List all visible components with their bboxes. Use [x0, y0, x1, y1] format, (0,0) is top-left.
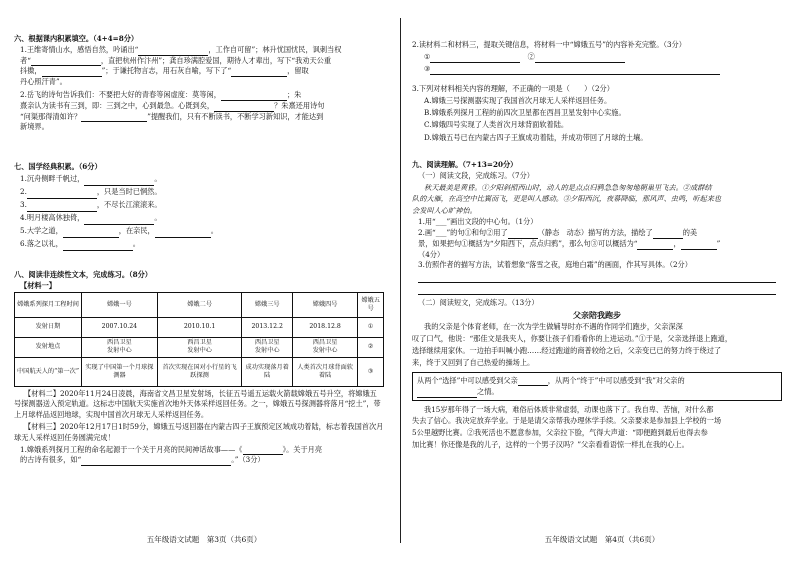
section-7 [14, 162, 384, 251]
table-header: 嫦娥一号 [82, 292, 158, 317]
blank[interactable] [81, 457, 231, 466]
blank[interactable] [84, 177, 154, 186]
passage-2-title: （二）阅读短文，完成练习。（13分） [418, 298, 539, 308]
section-8-heading: 八、阅读非连续性文本，完成练习。（8分） [14, 270, 152, 279]
material-2: 【材料二】2020年11月24日凌晨，海南省文昌卫星发射场，长征五号遥五运载火箭载嫦娥五号升空，将嫦娥五号探测器送入预定轨道。这标志中国航天实施首次地外天体采样返回任务。之一，嫦娥五号探测器将落月“挖土”，带上月球样品返回地球，实现中国首次月球无人采样返回任务。 [14, 388, 381, 420]
s8-q3: 3.下列对材料相关内容的理解，不正确的一项是（ ）（2分） A.嫦娥三号探测器实现了我国首次月球无人采样返回任务。 B.嫦娥系列探月工程的前四次卫星都在西昌卫星发射中心实施。 C.嫦娥四号实现了人类首次月球背面软着陆。 D.嫦娥五号已在内蒙古四子王旗成功着陆，并成功带回了月球的土壤。 [412, 84, 782, 144]
s7-item: 3. ，不尽长江滚滚来。 [20, 199, 384, 212]
blank[interactable] [214, 103, 274, 112]
blank[interactable] [417, 389, 477, 398]
s7-item: 1.沉舟侧畔千帆过， 。 [20, 173, 384, 186]
blank[interactable] [231, 68, 287, 77]
blank[interactable] [155, 229, 211, 238]
blank[interactable] [430, 54, 520, 63]
section-9-heading: 九、阅读理解。（7+13=20分） [412, 160, 518, 169]
blank[interactable] [31, 57, 101, 66]
s7-item: 4.明月楼高休独倚， 。 [20, 212, 384, 225]
s8-q1: 1.嫦娥系列探月工程的命名起源于一个关于月亮的民间神话故事——《 》。关于月亮 的古诗有很多，如“ 。”（3分） [20, 444, 323, 465]
option-b[interactable]: B.嫦娥系列探月工程的前四次卫星都在西昌卫星发射中心实施。 [424, 108, 626, 118]
s9-q3: 3.仿照作者的描写方法，试着想象“落雪之夜，庭地白霜”的画面，作其写具体。（2分） [418, 260, 692, 270]
section-6-heading: 六、根据课内积累填空。（4+4=8分） [14, 34, 139, 43]
section-7-heading: 七、国学经典积累。（6分） [14, 162, 102, 171]
blank[interactable] [42, 68, 102, 77]
section-8 [14, 270, 384, 466]
blank[interactable] [221, 92, 287, 101]
blank[interactable] [243, 446, 283, 455]
blank[interactable] [681, 241, 717, 250]
table-header: 嫦娥五号 [358, 292, 384, 317]
blank[interactable] [27, 203, 97, 212]
story-part-1: 我的父亲是个体育老师，在一次为学生做辅导时亦不遇的作同学们跑步，父亲深深 叹了口气，他说：“那佳文是我夹人，你要让孩子们看看你的上进运动。”①于是，父亲选择退上跑道， 选择继续用家休。一边拍手叫喊小跑……经过跑道的商普较给之后，父亲变已已的努力终于绕过了 来，终于又回到了自己热爱的操场上。 [412, 322, 733, 367]
option-c[interactable]: C.嫦娥四号实现了人类首次月球背面软着陆。 [424, 120, 569, 130]
blank[interactable] [27, 190, 97, 199]
material-3: 【材料三】2020年12月17日1时59分，嫦娥五号返回器在内蒙古四子王旗预定区域成功着陆，标志着我国首次月球无人采样返回任务圆满完成！ [14, 421, 384, 442]
table-header: 嫦娥系列探月工程时间 [15, 292, 82, 317]
blank[interactable] [84, 216, 154, 225]
blank[interactable] [81, 113, 147, 122]
table-row: 发射日期 2007.10.24 2010.10.1 2013.12.2 2018.12.8 ① [15, 317, 384, 337]
blank[interactable] [63, 229, 119, 238]
material-1-label: 【材料一】 [20, 280, 56, 290]
s7-item: 5.大学之道， ，在亲民， 。 [20, 225, 384, 238]
page-footer-4: 五年级语文试题 第4页（共6页） [544, 535, 660, 544]
table-header: 嫦娥四号 [293, 292, 358, 317]
blank[interactable] [138, 47, 208, 56]
blank[interactable] [508, 230, 538, 239]
blank[interactable] [518, 377, 548, 386]
page-3 [14, 0, 394, 561]
section-6 [14, 34, 384, 133]
table-header: 嫦娥二号 [157, 292, 242, 317]
answer-lines[interactable] [412, 271, 782, 295]
option-d[interactable]: D.嫦娥五号已在内蒙古四子王旗成功着陆，并成功带回了月球的土壤。 [424, 132, 648, 142]
question-box: 从两个“选择”中可以感受到父亲 ，从两个“终于”中可以感受到“我”对父亲的 之情。 [412, 372, 782, 401]
s9-q1: 1.用“___”画出文段的中心句。（1分） [418, 217, 538, 227]
s7-item: 2. ，只是当时已惘然。 [20, 186, 384, 199]
s7-item: 6.落之以礼， 。 [20, 238, 384, 251]
blank[interactable] [63, 242, 133, 251]
story-title: 父亲陪我跑步 [573, 310, 621, 320]
page-footer-3: 五年级语文试题 第3页（共6页） [146, 535, 262, 544]
chang-e-table [14, 292, 384, 387]
page-divider [400, 18, 401, 543]
section-9 [412, 160, 782, 451]
blank[interactable] [535, 54, 625, 63]
page-4 [412, 0, 792, 561]
s9-q2: 2.画“___”的句①和句②用了 （静态 动态）描写的方法，描绘了 的美 景，如果把句①概括为“夕阳西下，点点归鸦”，那么句③可以概括为“ ， ” （4分） [418, 228, 721, 259]
story-part-2: 我15岁那年得了一场大病，难俗后体质非常虚弱，动课也落下了。我自卑、苦恼，对什么都 失去了信心。我决定放弃学业。于是是请父亲帮我办理休学手续。父亲要求是参加县上学校的一场 5公里越野比赛。②我死活也不愿意参加，父亲拉下脸，气得大声道：“即便跑到最后也得去参 加比赛！你还像是我的儿子，这样的一个男子汉吗？”父亲看看语惊一样扎在我的心上。 [412, 404, 722, 450]
blank[interactable] [430, 66, 720, 75]
blank[interactable] [637, 241, 673, 250]
option-a[interactable]: A.嫦娥三号探测器实现了我国首次月球无人采样返回任务。 [424, 95, 612, 105]
passage-1: 秋天最美是黄昏。①夕阳斜照西山时，动人的是点点归鸦急急匆匆地朝巢里飞去。②成群结 队的大雁，在高空中比翼而飞，更是叫人感动。③夕阳西沉，夜幕降临，那风声、虫鸣，听起来也 会发叫人心旷神怡。 [412, 182, 722, 216]
s6-q2: 2.岳飞的诗句告诉我们：不要把大好的青春等闲虚度：莫等闲， ；朱 熹亲认为读书有三到，即：三到之中，心到最急。心既到矣， ？朱熹还用诗句 “问渠那得清如许？ ”提醒我们，只有不断读书，不断学习新知识，才能达到 新境界。 [20, 89, 325, 132]
table-row: 中国航天人的“第一次” 实现了中国第一个月球探测器 首次实现在国对小行星的飞跃探测 成功实现落月着陆 人类首次月球背面软着陆 ③ [15, 357, 384, 386]
s8-q2: 2.读材料二和材料三，提取关键信息，将材料一中“嫦娥五号”的内容补充完整。（3分） ① ② ③ [412, 40, 782, 75]
passage-1-title: （一）阅读文段，完成练习。（7分） [418, 170, 534, 180]
table-header: 嫦娥三号 [242, 292, 293, 317]
s6-q1: 1.王维寄情山水，感悟自然，吟诵出“ ，工作自可留”；林升忧国忧民，讽刺当权 者“ ，直把杭州作汴州”；龚自珍满腔爱国，期待人才辈出，写下“我劝天公重 抖擞， ”；于谦托物言志，用石灰自喻，写下了“ ，留取 丹心照汗青”。 [20, 44, 342, 87]
table-row: 发射地点 西昌卫星 发射中心 西昌卫星 发射中心 西昌卫星 发射中心 西昌卫星 发射中心 ② [15, 337, 384, 357]
blank[interactable] [653, 230, 683, 239]
